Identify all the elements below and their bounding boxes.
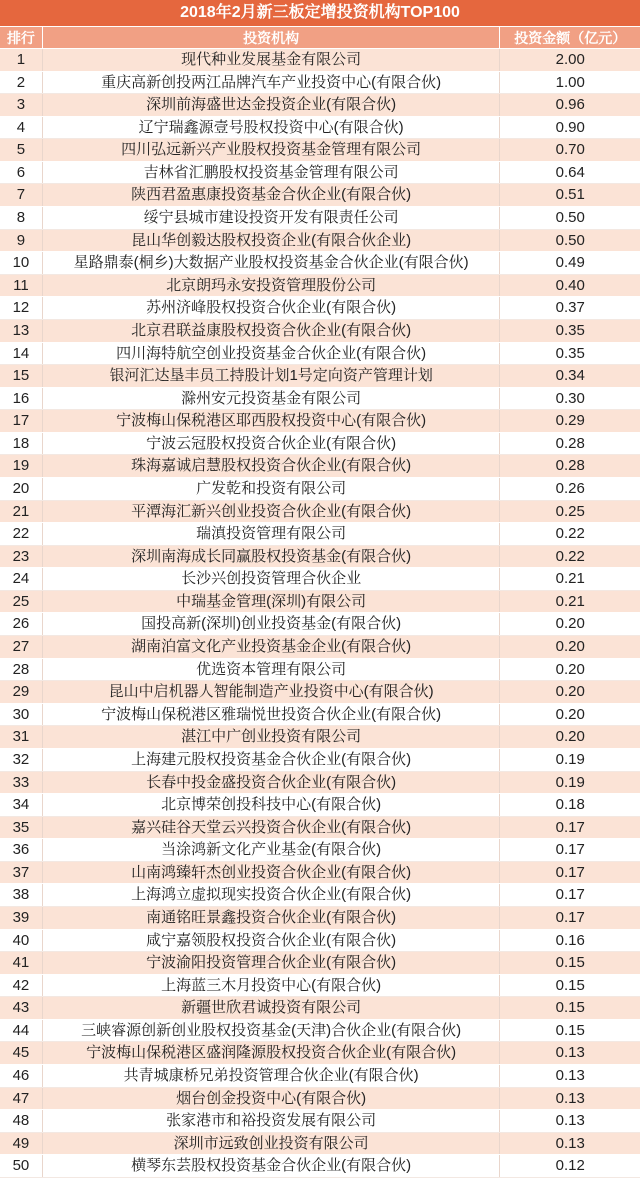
rank-cell: 32	[0, 749, 43, 771]
institution-cell: 横琴东芸股权投资基金合伙企业(有限合伙)	[43, 1155, 501, 1177]
table-row	[0, 230, 640, 253]
table-row	[0, 884, 640, 907]
table-row	[0, 839, 640, 862]
institution-cell: 深圳南海成长同赢股权投资基金(有限合伙)	[43, 546, 501, 568]
table-row	[0, 975, 640, 998]
rank-cell: 2	[0, 72, 43, 94]
table-row	[0, 72, 640, 95]
amount-cell: 0.15	[555, 1021, 585, 1039]
institution-cell: 北京博荣创投科技中心(有限合伙)	[43, 794, 501, 816]
table-row	[0, 252, 640, 275]
institution-cell: 四川海特航空创业投资基金合伙企业(有限合伙)	[43, 343, 501, 365]
amount-cell: 0.35	[555, 321, 585, 339]
amount-cell: 0.12	[555, 1157, 585, 1175]
amount-cell: 0.70	[555, 141, 585, 159]
table-row	[0, 455, 640, 478]
institution-cell: 烟台创金投资中心(有限合伙)	[43, 1088, 501, 1110]
institution-cell: 重庆高新创投两江品牌汽车产业投资中心(有限合伙)	[43, 72, 501, 94]
amount-cell: 0.26	[555, 479, 585, 497]
rank-cell: 33	[0, 772, 43, 794]
rank-cell: 13	[0, 320, 43, 342]
amount-cell: 0.30	[555, 389, 585, 407]
rank-cell: 34	[0, 794, 43, 816]
amount-cell: 0.25	[555, 502, 585, 520]
table-row	[0, 659, 640, 682]
table-row	[0, 1110, 640, 1133]
table-row	[0, 1155, 640, 1178]
rank-cell: 36	[0, 839, 43, 861]
institution-cell: 绥宁县城市建设投资开发有限责任公司	[43, 207, 501, 229]
table-row	[0, 388, 640, 411]
amount-cell: 0.90	[555, 118, 585, 136]
table-row	[0, 930, 640, 953]
table-row	[0, 952, 640, 975]
institution-cell: 共青城康桥兄弟投资管理合伙企业(有限合伙)	[43, 1065, 501, 1087]
rank-cell: 40	[0, 930, 43, 952]
amount-cell: 0.17	[555, 818, 585, 836]
rank-cell: 27	[0, 636, 43, 658]
amount-cell: 0.16	[555, 931, 585, 949]
rank-cell: 43	[0, 997, 43, 1019]
table-row	[0, 681, 640, 704]
institution-cell: 上海鸿立虚拟现实投资合伙企业(有限合伙)	[43, 884, 501, 906]
institution-cell: 上海蓝三木月投资中心(有限合伙)	[43, 975, 501, 997]
amount-cell: 0.21	[555, 592, 585, 610]
table-body	[0, 49, 640, 1178]
rank-cell: 20	[0, 478, 43, 500]
table-row	[0, 1133, 640, 1156]
institution-cell: 深圳市远致创业投资有限公司	[43, 1133, 501, 1155]
institution-cell: 银河汇达垦丰员工持股计划1号定向资产管理计划	[43, 365, 501, 387]
amount-cell: 0.40	[555, 276, 585, 294]
rank-cell: 47	[0, 1088, 43, 1110]
table-row	[0, 410, 640, 433]
table-row	[0, 997, 640, 1020]
institution-cell: 平潭海汇新兴创业投资合伙企业(有限合伙)	[43, 501, 501, 523]
amount-cell: 0.22	[555, 525, 585, 543]
rank-cell: 8	[0, 207, 43, 229]
table-row	[0, 1020, 640, 1043]
amount-cell: 0.22	[555, 547, 585, 565]
amount-cell: 0.19	[555, 750, 585, 768]
rank-cell: 41	[0, 952, 43, 974]
table-row	[0, 320, 640, 343]
amount-cell: 0.28	[555, 434, 585, 452]
header-amount: 投资金额（亿元）	[514, 30, 627, 46]
table-row	[0, 275, 640, 298]
amount-cell: 0.20	[555, 615, 585, 633]
header-institution: 投资机构	[43, 27, 501, 48]
institution-cell: 宁波渝阳投资管理合伙企业(有限合伙)	[43, 952, 501, 974]
rank-cell: 50	[0, 1155, 43, 1177]
institution-cell: 湖南泊富文化产业投资基金企业(有限合伙)	[43, 636, 501, 658]
table-row	[0, 207, 640, 230]
amount-cell: 0.13	[555, 1067, 585, 1085]
table-row	[0, 704, 640, 727]
amount-cell: 0.13	[555, 1134, 585, 1152]
rank-cell: 23	[0, 546, 43, 568]
table-title: 2018年2月新三板定增投资机构TOP100	[0, 0, 640, 27]
institution-cell: 北京君联益康股权投资合伙企业(有限合伙)	[43, 320, 501, 342]
institution-cell: 三峡睿源创新创业股权投资基金(天津)合伙企业(有限合伙)	[43, 1020, 501, 1042]
rank-cell: 45	[0, 1042, 43, 1064]
amount-cell: 0.37	[555, 299, 585, 317]
table-row	[0, 1042, 640, 1065]
rank-cell: 21	[0, 501, 43, 523]
amount-cell: 0.17	[555, 908, 585, 926]
institution-cell: 昆山中启机器人智能制造产业投资中心(有限合伙)	[43, 681, 501, 703]
rank-cell: 9	[0, 230, 43, 252]
amount-cell: 0.21	[555, 570, 585, 588]
table-row	[0, 636, 640, 659]
table-row	[0, 184, 640, 207]
table-row	[0, 94, 640, 117]
institution-cell: 北京朗玛永安投资管理股份公司	[43, 275, 501, 297]
table-row	[0, 297, 640, 320]
amount-cell: 0.15	[555, 999, 585, 1017]
rank-cell: 19	[0, 455, 43, 477]
institution-cell: 昆山华创毅达股权投资企业(有限合伙企业)	[43, 230, 501, 252]
rank-cell: 42	[0, 975, 43, 997]
institution-cell: 宁波梅山保税港区盛润隆源股权投资合伙企业(有限合伙)	[43, 1042, 501, 1064]
rank-cell: 12	[0, 297, 43, 319]
amount-cell: 0.64	[555, 163, 585, 181]
amount-cell: 0.17	[555, 841, 585, 859]
institution-cell: 宁波梅山保税港区耶西股权投资中心(有限合伙)	[43, 410, 501, 432]
institution-cell: 滁州安元投资基金有限公司	[43, 388, 501, 410]
institution-cell: 星路鼎泰(桐乡)大数据产业股权投资基金合伙企业(有限合伙)	[43, 252, 501, 274]
institution-cell: 四川弘远新兴产业股权投资基金管理有限公司	[43, 139, 501, 161]
rank-cell: 39	[0, 907, 43, 929]
institution-cell: 陕西君盈惠康投资基金合伙企业(有限合伙)	[43, 184, 501, 206]
rank-cell: 18	[0, 433, 43, 455]
table-row	[0, 478, 640, 501]
institution-cell: 张家港市和裕投资发展有限公司	[43, 1110, 501, 1132]
table-row	[0, 49, 640, 72]
institution-cell: 新疆世欣君诚投资有限公司	[43, 997, 501, 1019]
institution-cell: 南通铭旺景鑫投资合伙企业(有限合伙)	[43, 907, 501, 929]
rank-cell: 22	[0, 523, 43, 545]
rank-cell: 1	[0, 49, 43, 71]
table-row	[0, 433, 640, 456]
rank-cell: 24	[0, 568, 43, 590]
institution-cell: 宁波梅山保税港区雅瑞悦世投资合伙企业(有限合伙)	[43, 704, 501, 726]
rank-cell: 35	[0, 817, 43, 839]
table-row	[0, 613, 640, 636]
amount-cell: 0.20	[555, 705, 585, 723]
institution-cell: 优选资本管理有限公司	[43, 659, 501, 681]
table-row	[0, 162, 640, 185]
table-row	[0, 117, 640, 140]
institution-cell: 现代种业发展基金有限公司	[43, 49, 501, 71]
amount-cell: 0.49	[555, 254, 585, 272]
amount-cell: 0.50	[555, 231, 585, 249]
amount-cell: 0.20	[555, 683, 585, 701]
amount-cell: 0.15	[555, 954, 585, 972]
rank-cell: 10	[0, 252, 43, 274]
institution-cell: 上海建元股权投资基金合伙企业(有限合伙)	[43, 749, 501, 771]
table-row	[0, 907, 640, 930]
institution-cell: 苏州济峰股权投资合伙企业(有限合伙)	[43, 297, 501, 319]
institution-cell: 山南鸿臻轩杰创业投资合伙企业(有限合伙)	[43, 862, 501, 884]
institution-cell: 广发乾和投资有限公司	[43, 478, 501, 500]
rank-cell: 16	[0, 388, 43, 410]
rank-cell: 30	[0, 704, 43, 726]
rank-cell: 6	[0, 162, 43, 184]
amount-cell: 0.20	[555, 660, 585, 678]
table-row	[0, 501, 640, 524]
rank-cell: 37	[0, 862, 43, 884]
rank-cell: 28	[0, 659, 43, 681]
table-row	[0, 139, 640, 162]
rank-cell: 11	[0, 275, 43, 297]
rank-cell: 44	[0, 1020, 43, 1042]
table-row	[0, 591, 640, 614]
amount-cell: 0.20	[555, 728, 585, 746]
institution-cell: 国投高新(深圳)创业投资基金(有限合伙)	[43, 613, 501, 635]
amount-cell: 0.19	[555, 773, 585, 791]
table-row	[0, 568, 640, 591]
amount-cell: 0.13	[555, 1089, 585, 1107]
rank-cell: 46	[0, 1065, 43, 1087]
rank-cell: 25	[0, 591, 43, 613]
rank-cell: 3	[0, 94, 43, 116]
institution-cell: 吉林省汇鹏股权投资基金管理有限公司	[43, 162, 501, 184]
institution-cell: 瑞滇投资管理有限公司	[43, 523, 501, 545]
rank-cell: 31	[0, 726, 43, 748]
table-row	[0, 1088, 640, 1111]
rank-cell: 7	[0, 184, 43, 206]
table-row	[0, 749, 640, 772]
institution-cell: 辽宁瑞鑫源壹号股权投资中心(有限合伙)	[43, 117, 501, 139]
rank-cell: 26	[0, 613, 43, 635]
institution-cell: 深圳前海盛世达金投资企业(有限合伙)	[43, 94, 501, 116]
table-row	[0, 772, 640, 795]
amount-cell: 0.17	[555, 863, 585, 881]
rank-cell: 14	[0, 343, 43, 365]
table-row	[0, 546, 640, 569]
amount-cell: 0.51	[555, 186, 585, 204]
amount-cell: 0.96	[555, 96, 585, 114]
amount-cell: 2.00	[555, 51, 585, 68]
rank-cell: 4	[0, 117, 43, 139]
table-row	[0, 365, 640, 388]
rank-cell: 29	[0, 681, 43, 703]
amount-cell: 0.18	[555, 796, 585, 814]
rank-cell: 15	[0, 365, 43, 387]
institution-cell: 珠海嘉诚启慧股权投资合伙企业(有限合伙)	[43, 455, 501, 477]
amount-cell: 0.35	[555, 344, 585, 362]
institution-cell: 中瑞基金管理(深圳)有限公司	[43, 591, 501, 613]
amount-cell: 1.00	[555, 73, 585, 91]
table-row	[0, 794, 640, 817]
table-row	[0, 817, 640, 840]
table-row	[0, 1065, 640, 1088]
institution-cell: 长春中投金盛投资合伙企业(有限合伙)	[43, 772, 501, 794]
rank-cell: 17	[0, 410, 43, 432]
header-row	[0, 27, 640, 49]
amount-cell: 0.13	[555, 1112, 585, 1130]
rank-cell: 5	[0, 139, 43, 161]
table-row	[0, 523, 640, 546]
amount-cell: 0.17	[555, 886, 585, 904]
amount-cell: 0.50	[555, 209, 585, 227]
table-row	[0, 862, 640, 885]
institution-cell: 湛江中广创业投资有限公司	[43, 726, 501, 748]
rank-cell: 38	[0, 884, 43, 906]
rank-cell: 48	[0, 1110, 43, 1132]
institution-cell: 当涂鸿新文化产业基金(有限合伙)	[43, 839, 501, 861]
institution-cell: 宁波云冠股权投资合伙企业(有限合伙)	[43, 433, 501, 455]
institution-cell: 长沙兴创投资管理合伙企业	[43, 568, 501, 590]
amount-cell: 0.13	[555, 1044, 585, 1062]
table-row	[0, 343, 640, 366]
header-rank: 排行	[0, 27, 43, 48]
amount-cell: 0.28	[555, 457, 585, 475]
institution-cell: 嘉兴硅谷天堂云兴投资合伙企业(有限合伙)	[43, 817, 501, 839]
amount-cell: 0.29	[555, 412, 585, 430]
amount-cell: 0.20	[555, 638, 585, 656]
rank-cell: 49	[0, 1133, 43, 1155]
institution-cell: 咸宁嘉领股权投资合伙企业(有限合伙)	[43, 930, 501, 952]
table-row	[0, 726, 640, 749]
amount-cell: 0.34	[555, 367, 585, 385]
amount-cell: 0.15	[555, 976, 585, 994]
